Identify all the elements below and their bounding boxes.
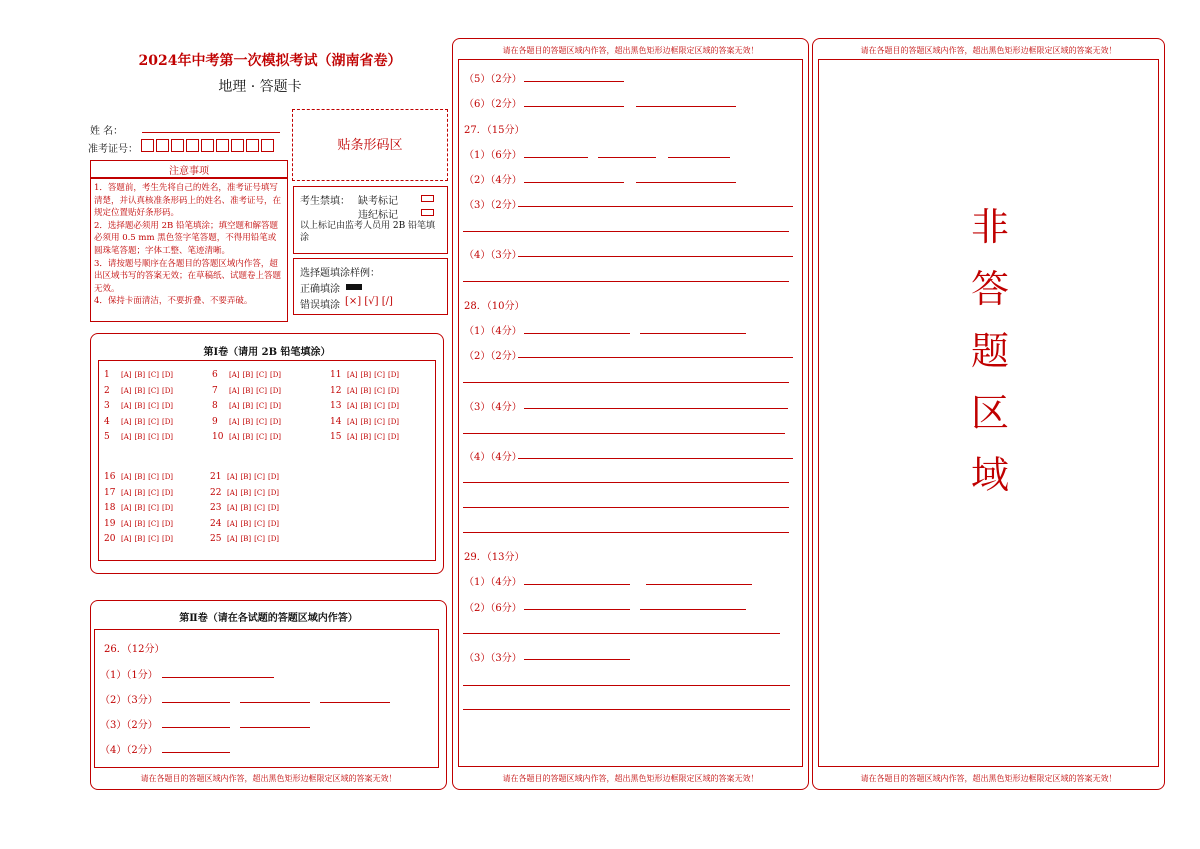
mcq-option[interactable]: [B]	[134, 504, 146, 513]
mcq-number: 16	[104, 472, 116, 482]
mcq-option[interactable]: [D]	[387, 386, 400, 395]
q28-4-answer-a[interactable]	[518, 458, 793, 459]
warning-right-bottom: 请在各题目的答题区域内作答，超出黑色矩形边框限定区域的答案无效！	[860, 774, 1117, 783]
mcq-row	[330, 385, 399, 396]
subject-name: 地理	[218, 79, 247, 95]
q27-3-label: （3）（2分）	[464, 200, 522, 211]
mcq-option[interactable]: [C]	[148, 417, 159, 426]
mcq-option[interactable]: [C]	[148, 535, 159, 544]
q28-3-answer-b[interactable]	[463, 433, 785, 434]
warning-right-top: 请在各题目的答题区域内作答，超出黑色矩形边框限定区域的答案无效！	[860, 46, 1117, 55]
q28-4-label: （4）（4分）	[464, 452, 522, 463]
mcq-option[interactable]: [D]	[387, 371, 400, 379]
q29-2-label: （2）（6分）	[464, 603, 522, 614]
q26-2-label: （2）（3分）	[100, 695, 158, 706]
mcq-option[interactable]: [D]	[161, 473, 174, 481]
mcq-option[interactable]: [B]	[360, 371, 372, 379]
mcq-option[interactable]: [A]	[121, 488, 132, 497]
non-answer-char: 域	[970, 453, 1009, 497]
q27-4-answer-b[interactable]	[463, 281, 789, 282]
q26-6-answer-a[interactable]	[524, 106, 624, 107]
mcq-option[interactable]: [C]	[254, 488, 265, 497]
mcq-option[interactable]: [D]	[161, 504, 174, 513]
mcq-option[interactable]: [B]	[240, 519, 252, 528]
q29-title: 29．（13分）	[464, 552, 525, 563]
mcq-option[interactable]: [A]	[121, 473, 132, 481]
id-label: 准考证号：	[88, 144, 138, 155]
mcq-row	[212, 416, 281, 427]
mcq-number: 22	[210, 487, 222, 498]
mcq-option[interactable]: [C]	[256, 386, 267, 395]
mcq-number: 7	[212, 385, 218, 396]
mcq-option[interactable]: [C]	[374, 386, 385, 395]
mcq-number: 21	[210, 472, 222, 482]
mcq-option[interactable]: [C]	[148, 504, 159, 513]
mcq-row	[104, 400, 173, 411]
mcq-option[interactable]: [D]	[161, 433, 174, 442]
q28-title: 28．（10分）	[464, 301, 525, 312]
q26-2-answer-a[interactable]	[162, 702, 230, 703]
mcq-number: 6	[212, 370, 218, 380]
mcq-option[interactable]: [C]	[254, 473, 265, 481]
q26-4-answer[interactable]	[162, 752, 230, 753]
mcq-row	[104, 369, 173, 380]
mcq-option[interactable]: [A]	[347, 386, 358, 395]
mcq-option[interactable]: [B]	[360, 433, 372, 442]
q29-3-label: （3）（3分）	[464, 653, 522, 664]
mcq-row	[210, 533, 279, 544]
q27-title: 27．（15分）	[464, 125, 525, 136]
mcq-number: 19	[104, 518, 116, 529]
part1-title: 第Ⅰ卷（请用 2B 铅笔填涂）	[203, 347, 331, 358]
non-answer-char: 答	[970, 267, 1009, 311]
mcq-option[interactable]: [C]	[256, 417, 267, 426]
mcq-option[interactable]: [C]	[148, 402, 159, 411]
mcq-number: 10	[212, 432, 224, 443]
q28-3-answer-a[interactable]	[524, 408, 788, 409]
warning-middle-bottom: 请在各题目的答题区域内作答，超出黑色矩形边框限定区域的答案无效！	[502, 774, 759, 783]
mcq-option[interactable]: [D]	[161, 417, 174, 426]
mcq-option[interactable]: [A]	[121, 519, 132, 528]
mcq-option[interactable]: [D]	[267, 504, 280, 513]
absent-label: 缺考标记	[358, 196, 398, 207]
mcq-option[interactable]: [D]	[267, 519, 280, 528]
non-answer-char: 题	[970, 329, 1009, 373]
mcq-option[interactable]: [A]	[121, 402, 132, 411]
q29-2-answer-b[interactable]	[640, 609, 746, 610]
q28-2-label: （2）（2分）	[464, 351, 522, 362]
barcode-label: 贴条形码区	[337, 138, 403, 153]
violation-label: 违纪标记	[358, 210, 398, 221]
warning-middle-top: 请在各题目的答题区域内作答，超出黑色矩形边框限定区域的答案无效！	[502, 46, 759, 55]
mcq-option[interactable]: [A]	[227, 535, 238, 544]
mcq-option[interactable]: [C]	[148, 519, 159, 528]
mcq-option[interactable]: [A]	[227, 504, 238, 513]
notice-item: 2．选择题必须用 2B 铅笔填涂；填空题和解答题必须用 0.5 mm 黑色签字笔答题，不得用铅笔或圆珠笔答题；字体工整、笔迹清晰。	[94, 220, 278, 256]
mcq-option[interactable]: [C]	[148, 488, 159, 497]
mcq-number: 15	[330, 432, 342, 443]
mcq-option[interactable]: [B]	[242, 371, 254, 379]
mcq-row	[210, 471, 279, 482]
mcq-row	[212, 369, 281, 380]
mcq-row	[210, 487, 279, 498]
mcq-option[interactable]: [C]	[256, 371, 267, 379]
mcq-number: 18	[104, 503, 116, 514]
mcq-row	[210, 502, 279, 513]
mcq-number: 23	[210, 503, 222, 514]
q26-4-label: （4）（2分）	[100, 745, 158, 756]
mcq-number: 24	[210, 518, 222, 529]
q27-2-answer-a[interactable]	[524, 182, 624, 183]
mcq-option[interactable]: [B]	[134, 519, 146, 528]
mcq-option[interactable]: [D]	[269, 402, 282, 411]
non-answer-char: 区	[970, 391, 1009, 435]
mcq-option[interactable]: [D]	[161, 535, 174, 544]
mcq-option[interactable]: [A]	[229, 371, 240, 379]
mcq-option[interactable]: [C]	[374, 402, 385, 411]
mcq-option[interactable]: [D]	[161, 371, 174, 379]
mcq-option[interactable]: [B]	[134, 488, 146, 497]
q26-5-label: （5）（2分）	[464, 74, 522, 85]
mcq-option[interactable]: [B]	[242, 433, 254, 442]
mcq-row	[330, 369, 399, 380]
mcq-number: 5	[104, 432, 110, 443]
mcq-option[interactable]: [C]	[254, 504, 265, 513]
q28-1-answer-a[interactable]	[524, 333, 630, 334]
mcq-row	[104, 502, 173, 513]
mcq-number: 9	[212, 416, 218, 427]
mcq-option[interactable]: [A]	[121, 535, 132, 544]
wrong-fill-label: 错误填涂	[300, 300, 340, 311]
mcq-option[interactable]: [A]	[121, 417, 132, 426]
mcq-option[interactable]: [D]	[269, 433, 282, 442]
mcq-option[interactable]: [A]	[229, 386, 240, 395]
mcq-option[interactable]: [D]	[161, 402, 174, 411]
mcq-option[interactable]: [D]	[267, 488, 280, 497]
mcq-row	[104, 533, 173, 544]
q27-4-label: （4）（3分）	[464, 250, 522, 261]
q27-2-answer-b[interactable]	[636, 182, 736, 183]
mcq-option[interactable]: [A]	[227, 473, 238, 481]
mcq-row	[104, 487, 173, 498]
name-field[interactable]	[142, 132, 280, 133]
mcq-row	[104, 471, 173, 482]
mcq-number: 17	[104, 487, 116, 498]
notice-item: 1．答题前，考生先将自己的姓名，准考证号填写清楚，并认真核准条形码上的姓名、准考证号，在规定位置贴好条形码。	[94, 183, 282, 219]
mcq-option[interactable]: [B]	[242, 417, 254, 426]
q29-1-answer-b[interactable]	[646, 584, 752, 585]
exam-title: 2024年中考第一次模拟考试（湖南省卷）	[138, 53, 402, 69]
q27-1-answer-b[interactable]	[598, 157, 656, 158]
q28-4-answer-c[interactable]	[463, 507, 789, 508]
q28-4-answer-b[interactable]	[463, 482, 789, 483]
q27-1-answer-a[interactable]	[524, 157, 588, 158]
q27-2-label: （2）（4分）	[464, 175, 522, 186]
mcq-option[interactable]: [B]	[240, 535, 252, 544]
q29-1-label: （1）（4分）	[464, 577, 522, 588]
mcq-number: 12	[330, 385, 342, 396]
q26-3-label: （3）（2分）	[100, 720, 158, 731]
q26-6-answer-b[interactable]	[636, 106, 736, 107]
subtitle-dot: ·	[250, 79, 256, 95]
mcq-option[interactable]: [C]	[374, 433, 385, 442]
mcq-row	[330, 400, 399, 411]
mcq-row	[212, 400, 281, 411]
mcq-option[interactable]: [B]	[360, 402, 372, 411]
q28-2-answer-a[interactable]	[518, 357, 793, 358]
mcq-option[interactable]: [C]	[148, 433, 159, 442]
taboo-label: 考生禁填：	[300, 196, 350, 207]
q26-1-answer[interactable]	[162, 677, 274, 678]
id-grid[interactable]	[141, 137, 283, 153]
q26-5-answer[interactable]	[524, 81, 624, 82]
non-answer-char: 非	[970, 205, 1009, 249]
mcq-option[interactable]: [C]	[256, 402, 267, 411]
mcq-option[interactable]: [C]	[148, 386, 159, 395]
mcq-number: 3	[104, 401, 110, 412]
mcq-row	[104, 416, 173, 427]
mcq-option[interactable]: [A]	[227, 488, 238, 497]
q29-2-answer-c[interactable]	[463, 633, 780, 634]
card-name: 答题卡	[259, 79, 302, 95]
mcq-option[interactable]: [B]	[240, 504, 252, 513]
absent-checkbox[interactable]	[421, 195, 434, 202]
q29-3-answer-c[interactable]	[463, 709, 790, 710]
fill-example-title: 选择题填涂样例：	[300, 268, 380, 279]
mcq-number: 11	[330, 370, 342, 380]
mcq-option[interactable]: [A]	[347, 417, 358, 426]
mcq-option[interactable]: [D]	[387, 402, 400, 411]
mcq-option[interactable]: [B]	[242, 402, 254, 411]
mcq-option[interactable]: [C]	[254, 535, 265, 544]
mcq-option[interactable]: [B]	[134, 402, 146, 411]
mcq-option[interactable]: [D]	[269, 417, 282, 426]
mcq-option[interactable]: [A]	[347, 433, 358, 442]
mcq-option[interactable]: [D]	[161, 386, 174, 395]
q26-1-label: （1）（1分）	[100, 670, 158, 681]
q28-3-label: （3）（4分）	[464, 402, 522, 413]
mcq-option[interactable]: [D]	[267, 473, 280, 481]
mcq-row	[104, 385, 173, 396]
part2-title: 第Ⅱ卷（请在各试题的答题区域内作答）	[179, 613, 358, 624]
name-label: 姓 名：	[90, 126, 124, 137]
q26-3-answer-b[interactable]	[240, 727, 310, 728]
mcq-row	[212, 385, 281, 396]
subject-subtitle	[180, 76, 340, 96]
wrong-fill-marks: [×] [√] [/]	[345, 296, 393, 307]
mcq-row	[212, 431, 281, 442]
mcq-option[interactable]: [D]	[161, 488, 174, 497]
mcq-option[interactable]: [A]	[227, 519, 238, 528]
mcq-option[interactable]: [C]	[374, 371, 385, 379]
non-answer-area-label	[960, 196, 1020, 506]
mcq-row	[330, 416, 399, 427]
taboo-note: 以上标记由监考人员用 2B 铅笔填涂	[300, 221, 436, 243]
q27-3-answer-a[interactable]	[518, 206, 793, 207]
mcq-option[interactable]: [A]	[121, 371, 132, 379]
mcq-option[interactable]: [B]	[134, 386, 146, 395]
mcq-option[interactable]: [A]	[121, 433, 132, 442]
q28-1-answer-b[interactable]	[640, 333, 746, 334]
q26-6-label: （6）（2分）	[464, 99, 522, 110]
mcq-row	[104, 431, 173, 442]
mcq-option[interactable]: [B]	[242, 386, 254, 395]
mcq-option[interactable]: [A]	[229, 417, 240, 426]
mcq-option[interactable]: [A]	[347, 371, 358, 379]
q26-2-answer-c[interactable]	[320, 702, 390, 703]
mcq-option[interactable]: [A]	[121, 504, 132, 513]
mcq-option[interactable]: [A]	[121, 386, 132, 395]
mcq-option[interactable]: [D]	[387, 417, 400, 426]
correct-fill-label: 正确填涂	[300, 284, 340, 295]
mcq-number: 1	[104, 370, 110, 380]
q26-2-answer-b[interactable]	[240, 702, 310, 703]
notice-list	[94, 182, 284, 308]
q28-1-label: （1）（4分）	[464, 326, 522, 337]
q29-3-answer-a[interactable]	[524, 659, 630, 660]
mcq-number: 25	[210, 534, 222, 545]
mcq-number: 4	[104, 416, 110, 427]
warning-left-bottom: 请在各题目的答题区域内作答，超出黑色矩形边框限定区域的答案无效！	[140, 774, 397, 783]
q27-1-label: （1）（6分）	[464, 150, 522, 161]
mcq-number: 2	[104, 385, 110, 396]
mcq-number: 8	[212, 401, 218, 412]
mcq-number: 14	[330, 416, 342, 427]
mcq-option[interactable]: [B]	[240, 473, 252, 481]
mcq-option[interactable]: [A]	[229, 402, 240, 411]
mcq-option[interactable]: [D]	[269, 386, 282, 395]
q29-1-answer-a[interactable]	[524, 584, 630, 585]
mcq-option[interactable]: [C]	[254, 519, 265, 528]
q26-3-answer-a[interactable]	[162, 727, 230, 728]
violation-checkbox[interactable]	[421, 209, 434, 216]
mcq-row	[330, 431, 399, 442]
mcq-option[interactable]: [D]	[269, 371, 282, 379]
mcq-option[interactable]: [C]	[148, 473, 159, 481]
mcq-option[interactable]: [C]	[256, 433, 267, 442]
mcq-number: 20	[104, 534, 116, 545]
mcq-option[interactable]: [A]	[347, 402, 358, 411]
mcq-option[interactable]: [B]	[134, 433, 146, 442]
mcq-option[interactable]: [B]	[134, 473, 146, 481]
correct-fill-mark	[346, 284, 362, 290]
q29-3-answer-b[interactable]	[463, 685, 790, 686]
mcq-option[interactable]: [B]	[240, 488, 252, 497]
mcq-option[interactable]: [B]	[134, 535, 146, 544]
mcq-row	[210, 518, 279, 529]
q28-4-answer-d[interactable]	[463, 532, 789, 533]
mcq-option[interactable]: [B]	[134, 417, 146, 426]
q27-3-answer-b[interactable]	[463, 231, 789, 232]
mcq-option[interactable]: [A]	[229, 433, 240, 442]
mcq-option[interactable]: [B]	[360, 386, 372, 395]
mcq-option[interactable]: [C]	[374, 417, 385, 426]
mcq-option[interactable]: [B]	[134, 371, 146, 379]
q29-2-answer-a[interactable]	[524, 609, 630, 610]
mcq-option[interactable]: [B]	[360, 417, 372, 426]
mcq-option[interactable]: [D]	[387, 433, 400, 442]
mcq-row	[104, 518, 173, 529]
notice-title: 注意事项	[169, 166, 209, 177]
mcq-option[interactable]: [D]	[267, 535, 280, 544]
notice-item: 3．请按题号顺序在各题目的答题区域内作答，超出区域书写的答案无效；在草稿纸、试题卷上答题无效。	[94, 258, 282, 294]
q26-title: 26．（12分）	[104, 644, 165, 655]
q27-1-answer-c[interactable]	[668, 157, 730, 158]
mcq-number: 13	[330, 401, 342, 412]
q28-2-answer-b[interactable]	[463, 382, 789, 383]
mcq-option[interactable]: [C]	[148, 371, 159, 379]
mcq-option[interactable]: [D]	[161, 519, 174, 528]
q27-4-answer-a[interactable]	[518, 256, 793, 257]
notice-item: 4．保持卡面清洁，不要折叠、不要弄破。	[94, 296, 253, 307]
